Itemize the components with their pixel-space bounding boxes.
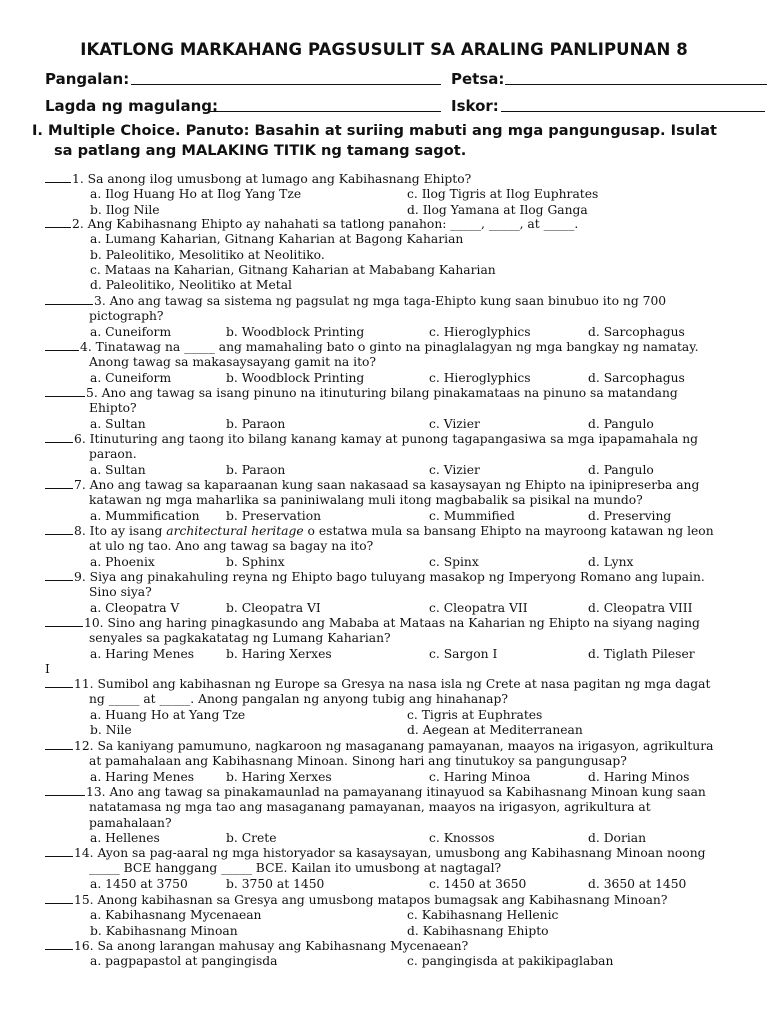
stem-text: Siya ang pinakahuling reyna ng Ehipto bago tuluyang masakop ng Imperyong Romano ang lupain. bbox=[89, 570, 705, 584]
choice-d[interactable]: d. Pangulo bbox=[588, 462, 654, 477]
stem-text: Anong kabihasnan sa Gresya ang umusbong matapos bumagsak ang Kabihasnang Minoan? bbox=[97, 893, 668, 907]
stem-line: pictograph? bbox=[89, 309, 164, 324]
answer-blank[interactable] bbox=[45, 616, 83, 627]
choice-a[interactable]: a. Cuneiform bbox=[90, 370, 172, 385]
stem-line bbox=[45, 172, 723, 187]
stem-line bbox=[45, 677, 723, 692]
stem-emphasis: architectural heritage bbox=[166, 524, 304, 538]
question-stem bbox=[45, 893, 723, 908]
stem-line: Sino siya? bbox=[89, 585, 152, 600]
question-number: 9. bbox=[74, 570, 90, 584]
choice-d[interactable]: d. Kabihasnang Ehipto bbox=[407, 923, 549, 938]
stem-line bbox=[45, 478, 723, 493]
question-number: 1. bbox=[72, 172, 88, 186]
question-number: 12. bbox=[74, 739, 98, 753]
choice-d[interactable]: d. 3650 at 1450 bbox=[588, 876, 687, 891]
signature-label: Lagda ng magulang: bbox=[45, 97, 218, 115]
stem-text: Ano ang tawag sa pinakamaunlad na pamayanang itinayuod sa Kabihasnang Minoan kung saan bbox=[109, 785, 706, 799]
question-number: 7. bbox=[74, 478, 90, 492]
choice-b[interactable]: b. Cleopatra VI bbox=[226, 600, 321, 615]
choice-b[interactable]: b. Ilog Nile bbox=[90, 202, 160, 217]
choice-b[interactable]: b. Kabihasnang Minoan bbox=[90, 923, 238, 938]
answer-blank[interactable] bbox=[45, 294, 93, 305]
question-number: 4. bbox=[80, 340, 96, 354]
choice-c[interactable]: c. Spinx bbox=[429, 554, 479, 569]
answer-blank[interactable] bbox=[45, 340, 79, 351]
stem-text: Itinuturing ang taong ito bilang kanang kamay at punong tagapangasiwa sa mga ipapamahala ng bbox=[89, 432, 699, 446]
choice-c[interactable]: c. Tigris at Euphrates bbox=[407, 707, 543, 722]
answer-blank[interactable] bbox=[45, 846, 73, 857]
choice-a[interactable]: a. pagpapastol at pangingisda bbox=[90, 954, 278, 969]
answer-blank[interactable] bbox=[45, 478, 73, 489]
question-stem bbox=[45, 846, 723, 877]
option-row bbox=[45, 248, 723, 263]
question-number: 2. bbox=[72, 217, 88, 231]
stem-line: Ehipto? bbox=[89, 401, 137, 416]
question-number: 13. bbox=[86, 785, 110, 799]
option-row bbox=[45, 877, 723, 892]
option-row bbox=[45, 831, 723, 846]
option-row bbox=[45, 463, 723, 478]
question-16 bbox=[45, 939, 723, 970]
choice-a[interactable]: a. Ilog Huang Ho at Ilog Yang Tze bbox=[90, 187, 302, 202]
choice-a[interactable]: a. Haring Menes bbox=[90, 646, 195, 661]
question-stem bbox=[45, 340, 723, 371]
option-row bbox=[45, 325, 723, 340]
stem-line bbox=[45, 432, 723, 447]
choice-c[interactable]: c. 1450 at 3650 bbox=[429, 876, 527, 891]
choice-a[interactable]: a. Sultan bbox=[90, 416, 146, 431]
answer-blank[interactable] bbox=[45, 172, 71, 183]
question-12 bbox=[45, 739, 723, 785]
question-number: 3. bbox=[94, 294, 110, 308]
choice-c[interactable]: c. Knossos bbox=[429, 830, 495, 845]
choice-b[interactable]: b. Haring Xerxes bbox=[226, 769, 332, 784]
choice-b[interactable]: b. Paraon bbox=[226, 462, 286, 477]
choice-b[interactable]: b. Sphinx bbox=[226, 554, 285, 569]
question-stem bbox=[45, 217, 723, 232]
question-stem bbox=[45, 478, 723, 509]
score-field[interactable] bbox=[501, 97, 765, 116]
question-number: 14. bbox=[74, 846, 98, 860]
stem-line: _____ BCE hanggang _____ BCE. Kailan ito umusbong at nagtagal? bbox=[89, 861, 502, 876]
choice-c[interactable]: c. Hieroglyphics bbox=[429, 370, 531, 385]
stem-line: at ulo ng tao. Ano ang tawag sa bagay na ito? bbox=[89, 539, 374, 554]
question-11 bbox=[45, 677, 723, 738]
question-13 bbox=[45, 785, 723, 846]
choice-c[interactable]: c. Ilog Tigris at Ilog Euphrates bbox=[407, 187, 599, 202]
question-3 bbox=[45, 294, 723, 340]
question-stem bbox=[45, 524, 723, 555]
answer-blank[interactable] bbox=[45, 785, 85, 796]
choice-a[interactable]: a. Huang Ho at Yang Tze bbox=[90, 707, 246, 722]
question-stem bbox=[45, 785, 723, 831]
option-row bbox=[45, 708, 723, 723]
choice-a[interactable]: a. Mummification bbox=[90, 508, 200, 523]
answer-blank[interactable] bbox=[45, 677, 73, 688]
stem-text: Ang Kabihasnang Ehipto ay nahahati sa tatlong panahon: _____, _____, at _____. bbox=[87, 217, 579, 231]
date-label: Petsa: bbox=[451, 70, 505, 88]
answer-blank[interactable] bbox=[45, 524, 73, 535]
stem-line bbox=[45, 294, 723, 309]
stem-line: pamahalaan? bbox=[89, 815, 172, 830]
choice-c[interactable]: c. Vizier bbox=[429, 416, 480, 431]
choice-c[interactable]: c. Hieroglyphics bbox=[429, 324, 531, 339]
choice-d[interactable]: d. Sarcophagus bbox=[588, 324, 685, 339]
question-number: 15. bbox=[74, 893, 98, 907]
choice-d[interactable]: d. Dorian bbox=[588, 830, 647, 845]
question-7 bbox=[45, 478, 723, 524]
question-stem bbox=[45, 677, 723, 708]
question-stem bbox=[45, 939, 723, 954]
choice-c[interactable]: c. Haring Minoa bbox=[429, 769, 531, 784]
option-row bbox=[45, 723, 723, 738]
name-field[interactable] bbox=[131, 70, 441, 89]
stem-line bbox=[45, 524, 723, 539]
question-number: 8. bbox=[74, 524, 90, 538]
question-stem bbox=[45, 172, 723, 187]
stem-text: Ano ang tawag sa kaparaanan kung saan nakasaad sa kasaysayan ng Ehipto na ipinipreserba ang bbox=[89, 478, 700, 492]
choice-a[interactable]: a. Cuneiform bbox=[90, 324, 172, 339]
stem-text: Sa anong larangan mahusay ang Kabihasnang Mycenaean? bbox=[97, 939, 469, 953]
stem-line bbox=[45, 939, 723, 954]
question-4 bbox=[45, 340, 723, 386]
answer-blank[interactable] bbox=[45, 432, 73, 443]
answer-blank[interactable] bbox=[45, 217, 71, 228]
stem-line bbox=[45, 893, 723, 908]
instructions-line-2: sa patlang ang MALAKING TITIK ng tamang sagot. bbox=[54, 142, 467, 159]
option-row bbox=[45, 770, 723, 785]
question-9 bbox=[45, 570, 723, 616]
question-10 bbox=[45, 616, 723, 677]
option-continuation: I bbox=[45, 661, 50, 676]
choice-b[interactable]: b. Paleolitiko, Mesolitiko at Neolitiko. bbox=[90, 247, 325, 262]
option-row bbox=[45, 232, 723, 247]
choice-c[interactable]: c. Cleopatra VII bbox=[429, 600, 528, 615]
answer-blank[interactable] bbox=[45, 386, 85, 397]
choice-d[interactable]: d. Haring Minos bbox=[588, 769, 690, 784]
score-label: Iskor: bbox=[451, 97, 499, 115]
question-stem bbox=[45, 616, 723, 647]
stem-line: senyales sa pagkakatatag ng Lumang Kaharian? bbox=[89, 631, 391, 646]
instructions bbox=[32, 121, 732, 161]
choice-c[interactable]: c. Mummified bbox=[429, 508, 515, 523]
choice-b[interactable]: b. Preservation bbox=[226, 508, 322, 523]
choice-b[interactable]: b. Paraon bbox=[226, 416, 286, 431]
stem-text: o estatwa mula sa bansang Ehipto na mayroong katawan ng leon bbox=[303, 524, 714, 538]
stem-text: Ito ay isang bbox=[89, 524, 167, 538]
stem-text: Ayon sa pag-aaral ng mga historyador sa kasaysayan, umusbong ang Kabihasnang Minoan noong bbox=[97, 846, 706, 860]
choice-b[interactable]: b. Nile bbox=[90, 722, 132, 737]
option-row bbox=[45, 187, 723, 202]
question-15 bbox=[45, 893, 723, 939]
choice-d[interactable]: d. Sarcophagus bbox=[588, 370, 685, 385]
stem-text: Tinatawag na _____ ang mamahaling bato o ginto na pinaglalagyan ng mga bangkay ng namatay. bbox=[95, 340, 699, 354]
question-6 bbox=[45, 432, 723, 478]
stem-line bbox=[45, 217, 723, 232]
stem-line bbox=[45, 386, 723, 401]
answer-blank[interactable] bbox=[45, 739, 73, 750]
exam-title: IKATLONG MARKAHANG PAGSUSULIT SA ARALING PANLIPUNAN 8 bbox=[80, 40, 688, 59]
signature-field[interactable] bbox=[208, 97, 441, 116]
question-number: 10. bbox=[84, 616, 108, 630]
choice-b[interactable]: b. 3750 at 1450 bbox=[226, 876, 325, 891]
choice-c[interactable]: c. Vizier bbox=[429, 462, 480, 477]
choice-b[interactable]: b. Haring Xerxes bbox=[226, 646, 332, 661]
option-row bbox=[45, 908, 723, 923]
question-stem bbox=[45, 294, 723, 325]
stem-line: natatamasa ng mga tao ang masaganang pamayanan, maayos na irigasyon, agrikultura at bbox=[89, 800, 651, 815]
instructions-line-1: I. Multiple Choice. Panuto: Basahin at suriing mabuti ang mga pangungusap. Isulat bbox=[32, 122, 717, 139]
stem-line: paraon. bbox=[89, 447, 137, 462]
choice-c[interactable]: c. pangingisda at pakikipaglaban bbox=[407, 954, 614, 969]
choice-c[interactable]: c. Mataas na Kaharian, Gitnang Kaharian at Mababang Kaharian bbox=[90, 262, 496, 277]
stem-line: Anong tawag sa makasaysayang gamit na ito? bbox=[89, 355, 377, 370]
option-row bbox=[45, 371, 723, 386]
choice-d[interactable]: d. Preserving bbox=[588, 508, 672, 523]
choice-a[interactable]: a. Cleopatra V bbox=[90, 600, 180, 615]
question-stem bbox=[45, 386, 723, 417]
choice-a[interactable]: a. Phoenix bbox=[90, 554, 155, 569]
choice-a[interactable]: a. Haring Menes bbox=[90, 769, 195, 784]
question-stem bbox=[45, 739, 723, 770]
choice-a[interactable]: a. Sultan bbox=[90, 462, 146, 477]
choice-d[interactable]: d. Tiglath Pileser bbox=[588, 646, 695, 661]
date-field[interactable] bbox=[505, 70, 767, 89]
question-number: 6. bbox=[74, 432, 90, 446]
stem-text: Sumibol ang kabihasnan ng Europe sa Gresya na nasa isla ng Crete at nasa pagitan ng mga dagat bbox=[97, 677, 711, 691]
stem-text: Ano ang tawag sa isang pinuno na itinuturing bilang pinakamataas na pinuno sa matandang bbox=[101, 386, 678, 400]
option-row bbox=[45, 263, 723, 278]
answer-blank[interactable] bbox=[45, 570, 73, 581]
option-row bbox=[45, 417, 723, 432]
option-row bbox=[45, 924, 723, 939]
stem-line bbox=[45, 616, 723, 631]
question-number: 11. bbox=[74, 677, 98, 691]
stem-text: Sa kaniyang pamumuno, nagkaroon ng masaganang pamayanan, maayos na irigasyon, agrikultura bbox=[97, 739, 714, 753]
question-2 bbox=[45, 217, 723, 293]
choice-d[interactable]: d. Lynx bbox=[588, 554, 634, 569]
stem-line bbox=[45, 570, 723, 585]
choice-c[interactable]: c. Kabihasnang Hellenic bbox=[407, 908, 559, 923]
stem-line: katawan ng mga maharlika sa paniniwalang muli itong magbabalik sa pisikal na mundo? bbox=[89, 493, 643, 508]
choice-a[interactable]: a. Kabihasnang Mycenaean bbox=[90, 908, 262, 923]
option-row bbox=[45, 509, 723, 524]
choice-d[interactable]: d. Pangulo bbox=[588, 416, 654, 431]
stem-line: at pamahalaan ang Kabihasnang Minoan. Sinong hari ang tinutukoy sa pangungusap? bbox=[89, 754, 627, 769]
choice-a[interactable]: a. 1450 at 3750 bbox=[90, 876, 188, 891]
question-8 bbox=[45, 524, 723, 570]
stem-text: Sa anong ilog umusbong at lumago ang Kabihasnang Ehipto? bbox=[87, 172, 472, 186]
stem-line bbox=[45, 785, 723, 800]
choice-d[interactable]: d. Ilog Yamana at Ilog Ganga bbox=[407, 202, 588, 217]
question-number: 16. bbox=[74, 939, 98, 953]
stem-line: ng _____ at _____. Anong pangalan ng anyong tubig ang hinahanap? bbox=[89, 692, 508, 707]
choice-d[interactable]: d. Aegean at Mediterranean bbox=[407, 722, 583, 737]
answer-blank[interactable] bbox=[45, 893, 73, 904]
stem-line bbox=[45, 846, 723, 861]
option-row bbox=[45, 203, 723, 218]
choice-a[interactable]: a. Lumang Kaharian, Gitnang Kaharian at Bagong Kaharian bbox=[90, 232, 464, 247]
option-row bbox=[45, 601, 723, 616]
choice-d[interactable]: d. Cleopatra VIII bbox=[588, 600, 693, 615]
stem-line bbox=[45, 739, 723, 754]
name-label: Pangalan: bbox=[45, 70, 130, 88]
question-1 bbox=[45, 172, 723, 218]
option-row bbox=[45, 278, 723, 293]
question-number: 5. bbox=[86, 386, 102, 400]
question-stem bbox=[45, 432, 723, 463]
option-row bbox=[45, 555, 723, 570]
option-row bbox=[45, 647, 723, 662]
question-14 bbox=[45, 846, 723, 892]
choice-d[interactable]: d. Paleolitiko, Neolitiko at Metal bbox=[90, 278, 292, 293]
option-row bbox=[45, 954, 723, 969]
question-stem bbox=[45, 570, 723, 601]
choice-a[interactable]: a. Hellenes bbox=[90, 830, 160, 845]
stem-text: Sino ang haring pinagkasundo ang Mababa at Mataas na Kaharian ng Ehipto na siyang naging bbox=[107, 616, 700, 630]
choice-b[interactable]: b. Crete bbox=[226, 830, 277, 845]
choice-b[interactable]: b. Woodblock Printing bbox=[226, 324, 365, 339]
stem-text: Ano ang tawag sa sistema ng pagsulat ng mga taga-Ehipto kung saan binubuo ito ng 700 bbox=[109, 294, 667, 308]
choice-c[interactable]: c. Sargon I bbox=[429, 646, 498, 661]
answer-blank[interactable] bbox=[45, 939, 73, 950]
stem-line bbox=[45, 340, 723, 355]
choice-b[interactable]: b. Woodblock Printing bbox=[226, 370, 365, 385]
question-5 bbox=[45, 386, 723, 432]
